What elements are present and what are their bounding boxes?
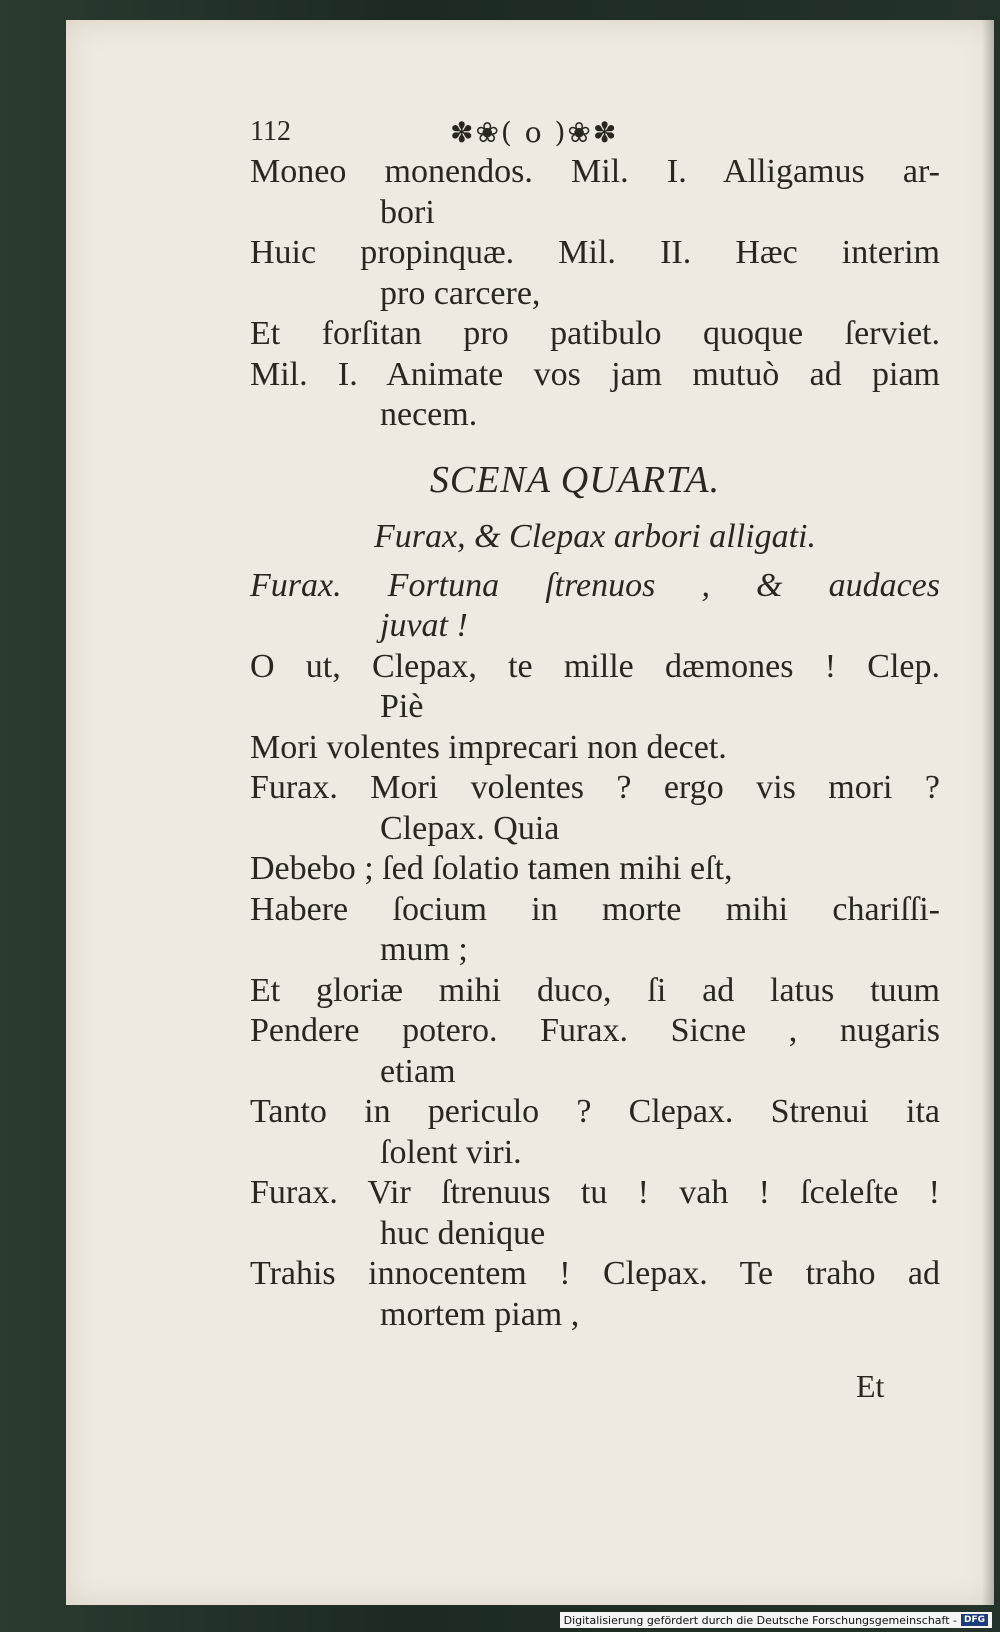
header-ornament: ✽❀( o )❀✽	[450, 115, 619, 149]
page-number: 112	[250, 116, 291, 147]
text-line: Mil. I. Animate vos jam mutuò ad piam	[250, 355, 940, 393]
text-line: Moneo monendos. Mil. I. Alligamus ar-	[250, 153, 940, 190]
text-lines-top	[250, 152, 940, 436]
running-head	[250, 112, 940, 152]
digitization-footer	[560, 1612, 992, 1628]
text-line: Huic propinquæ. Mil. II. Hæc interim	[250, 234, 940, 271]
text-line: pro carcere,	[380, 274, 541, 312]
text-line: huc denique	[380, 1214, 546, 1252]
text-line: mum ;	[380, 931, 468, 968]
text-line: Trahis innocentem ! Clepax. Te traho ad	[250, 1255, 940, 1292]
text-line: Mori volentes imprecari non decet.	[250, 728, 727, 766]
text-line: Furax. Mori volentes ? ergo vis mori ?	[250, 769, 940, 806]
text-line: etiam	[380, 1052, 456, 1090]
text-line: Et gloriæ mihi duco, ſi ad latus tuum	[250, 971, 940, 1009]
footer-credit: Digitalisierung gefördert durch die Deutsche Forschungsgemeinschaft -	[563, 1613, 957, 1627]
text-line: Et forſitan pro patibulo quoque ſerviet.	[250, 315, 940, 352]
text-line: bori	[380, 193, 435, 231]
text-line: Debebo ; ſed ſolatio tamen mihi eſt,	[250, 850, 733, 887]
page-text-block	[250, 112, 940, 1335]
text-line: necem.	[380, 396, 478, 433]
text-line: mortem piam ,	[380, 1295, 580, 1333]
text-line: Pendere potero. Furax. Sicne , nugaris	[250, 1012, 940, 1049]
text-line: ſolent viri.	[380, 1133, 522, 1171]
text-line: Piè	[380, 688, 424, 725]
catchword: Et	[856, 1368, 885, 1404]
text-line: Habere ſocium in morte mihi chariſſi-	[250, 890, 940, 928]
dfg-logo-icon: DFG	[961, 1614, 988, 1626]
text-line: O ut, Clepax, te mille dæmones ! Clep.	[250, 647, 940, 685]
text-line: Furax. Fortuna ſtrenuos , & audaces	[250, 566, 940, 604]
text-line: Tanto in periculo ? Clepax. Strenui ita	[250, 1093, 940, 1130]
scene-cast: Furax, & Clepax arbori alligati.	[374, 517, 816, 555]
text-line: Clepax. Quia	[380, 809, 560, 847]
text-line: Furax. Vir ſtrenuus tu ! vah ! ſceleſte !	[250, 1174, 940, 1211]
scene-title: SCENA QUARTA.	[429, 458, 721, 501]
text-lines-main	[250, 566, 940, 1336]
text-line: juvat !	[380, 607, 468, 644]
